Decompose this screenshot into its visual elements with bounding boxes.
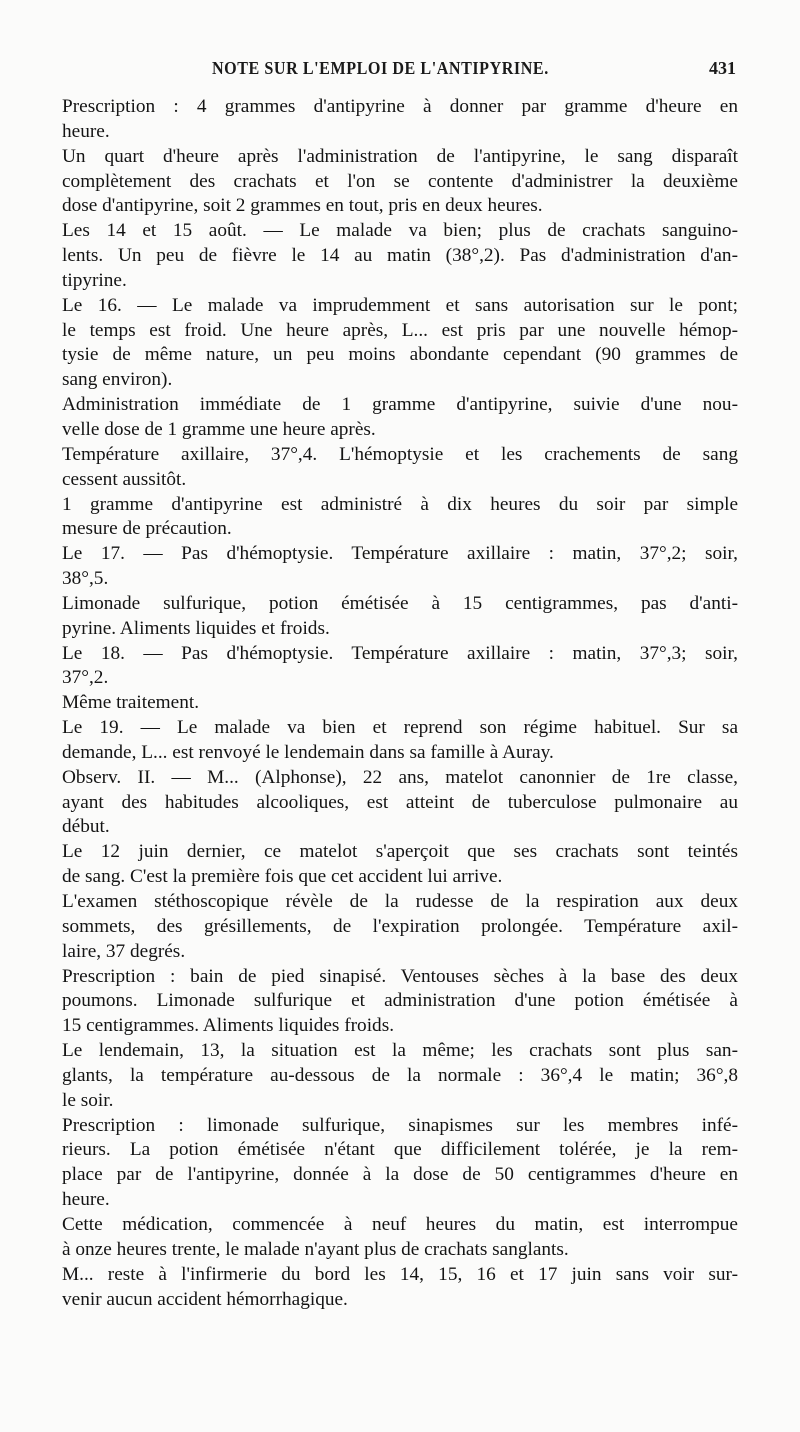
paragraph bbox=[62, 1039, 738, 1114]
page-number: 431 bbox=[709, 58, 736, 78]
paragraph bbox=[62, 890, 738, 965]
text-line: pyrine. Aliments liquides et froids. bbox=[62, 617, 330, 639]
text-line: le soir. bbox=[62, 1089, 114, 1111]
text-line: L'examen stéthoscopique révèle de la rudesse de la respiration aux deux bbox=[62, 891, 738, 912]
text-line: Le 17. — Pas d'hémoptysie. Température axillaire : matin, 37°,2; soir, bbox=[62, 543, 738, 565]
text-line: 15 centigrammes. Aliments liquides froids. bbox=[62, 1015, 395, 1037]
text-line: de sang. C'est la première fois que cet accident lui arrive. bbox=[62, 866, 503, 888]
text-line: demande, L... est renvoyé le lendemain dans sa famille à Auray. bbox=[62, 741, 554, 763]
paragraph bbox=[62, 840, 738, 890]
text-line: Température axillaire, 37°,4. L'hémoptysie et les crachements de sang bbox=[62, 443, 738, 465]
text-line: 1 gramme d'antipyrine est administré à dix heures du soir par simple bbox=[62, 493, 738, 515]
text-line: Le 16. — Le malade va imprudemment et sans autorisation sur le pont; bbox=[62, 294, 738, 316]
paragraph bbox=[62, 1213, 738, 1263]
text-line: place par de l'antipyrine, donnée à la dose de 50 centigrammes d'heure en bbox=[62, 1164, 738, 1186]
paragraph bbox=[62, 766, 738, 841]
text-line: Le lendemain, 13, la situation est la même; les crachats sont plus san- bbox=[62, 1040, 738, 1062]
text-line: venir aucun accident hémorrhagique. bbox=[62, 1288, 348, 1310]
text-line: M... reste à l'infirmerie du bord les 14, 15, 16 et 17 juin sans voir sur- bbox=[62, 1263, 738, 1285]
text-line: heure. bbox=[62, 120, 110, 142]
text-line: laire, 37 degrés. bbox=[62, 940, 186, 962]
text-line: à onze heures trente, le malade n'ayant plus de crachats sanglants. bbox=[62, 1238, 569, 1260]
body-text bbox=[62, 95, 738, 1312]
text-line: Cette médication, commencée à neuf heures du matin, est interrompue bbox=[62, 1213, 738, 1235]
text-line: poumons. Limonade sulfurique et administration d'une potion émétisée à bbox=[62, 990, 738, 1012]
text-line: glants, la température au-dessous de la normale : 36°,4 le matin; 36°,8 bbox=[62, 1064, 738, 1086]
text-line: rieurs. La potion émétisée n'étant que difficilement tolérée, je la rem- bbox=[62, 1139, 738, 1161]
text-line: complètement des crachats et l'on se contente d'administrer la deuxième bbox=[62, 170, 738, 192]
text-line: Le 12 juin dernier, ce matelot s'aperçoit que ses crachats sont teintés bbox=[62, 841, 738, 863]
text-line: Le 19. — Le malade va bien et reprend son régime habituel. Sur sa bbox=[62, 717, 738, 739]
text-line: lents. Un peu de fièvre le 14 au matin (38°,2). Pas d'administration d'an- bbox=[62, 245, 738, 267]
text-line: tysie de même nature, un peu moins abondante cependant (90 grammes de bbox=[62, 344, 738, 366]
paragraph bbox=[62, 393, 738, 443]
text-line: mesure de précaution. bbox=[62, 518, 232, 540]
text-line: début. bbox=[62, 816, 110, 838]
text-line: heure. bbox=[62, 1189, 110, 1211]
text-line: Même traitement. bbox=[62, 692, 200, 714]
text-line: Un quart d'heure après l'administration de l'antipyrine, le sang disparaît bbox=[62, 145, 738, 167]
text-line: Prescription : 4 grammes d'antipyrine à donner par gramme d'heure en bbox=[62, 96, 738, 117]
text-line: Prescription : bain de pied sinapisé. Ventouses sèches à la base des deux bbox=[62, 965, 738, 987]
text-line: le temps est froid. Une heure après, L... est pris par une nouvelle hémop- bbox=[62, 319, 738, 341]
paragraph bbox=[62, 1263, 738, 1313]
paragraph bbox=[62, 592, 738, 642]
text-line: Le 18. — Pas d'hémoptysie. Température axillaire : matin, 37°,3; soir, bbox=[62, 642, 738, 664]
text-line: cessent aussitôt. bbox=[62, 468, 187, 490]
paragraph bbox=[62, 145, 738, 220]
paragraph bbox=[62, 95, 738, 145]
text-line: velle dose de 1 gramme une heure après. bbox=[62, 418, 376, 440]
paragraph bbox=[62, 691, 738, 716]
text-line: Les 14 et 15 août. — Le malade va bien; plus de crachats sanguino- bbox=[62, 220, 738, 242]
text-line: 37°,2. bbox=[62, 667, 109, 689]
paragraph bbox=[62, 965, 738, 1040]
running-title: NOTE SUR L'EMPLOI DE L'ANTIPYRINE. bbox=[212, 58, 549, 78]
paragraph bbox=[62, 443, 738, 493]
paragraph bbox=[62, 294, 738, 393]
text-line: Observ. II. — M... (Alphonse), 22 ans, matelot canonnier de 1re classe, bbox=[62, 766, 738, 788]
text-line: Administration immédiate de 1 gramme d'antipyrine, suivie d'une nou- bbox=[62, 394, 738, 416]
text-line: tipyrine. bbox=[62, 269, 127, 291]
paragraph bbox=[62, 493, 738, 543]
paragraph bbox=[62, 1114, 738, 1213]
running-header bbox=[62, 58, 738, 86]
text-line: ayant des habitudes alcooliques, est atteint de tuberculose pulmonaire au bbox=[62, 791, 738, 813]
text-line: dose d'antipyrine, soit 2 grammes en tout, pris en deux heures. bbox=[62, 195, 543, 217]
text-line: sang environ). bbox=[62, 369, 173, 391]
paragraph bbox=[62, 642, 738, 692]
paragraph bbox=[62, 219, 738, 294]
text-line: 38°,5. bbox=[62, 568, 109, 590]
text-line: sommets, des grésillements, de l'expiration prolongée. Température axil- bbox=[62, 915, 738, 937]
paragraph bbox=[62, 716, 738, 766]
text-line: Prescription : limonade sulfurique, sinapismes sur les membres infé- bbox=[62, 1114, 738, 1136]
text-line: Limonade sulfurique, potion émétisée à 15 centigrammes, pas d'anti- bbox=[62, 592, 738, 614]
paragraph bbox=[62, 542, 738, 592]
